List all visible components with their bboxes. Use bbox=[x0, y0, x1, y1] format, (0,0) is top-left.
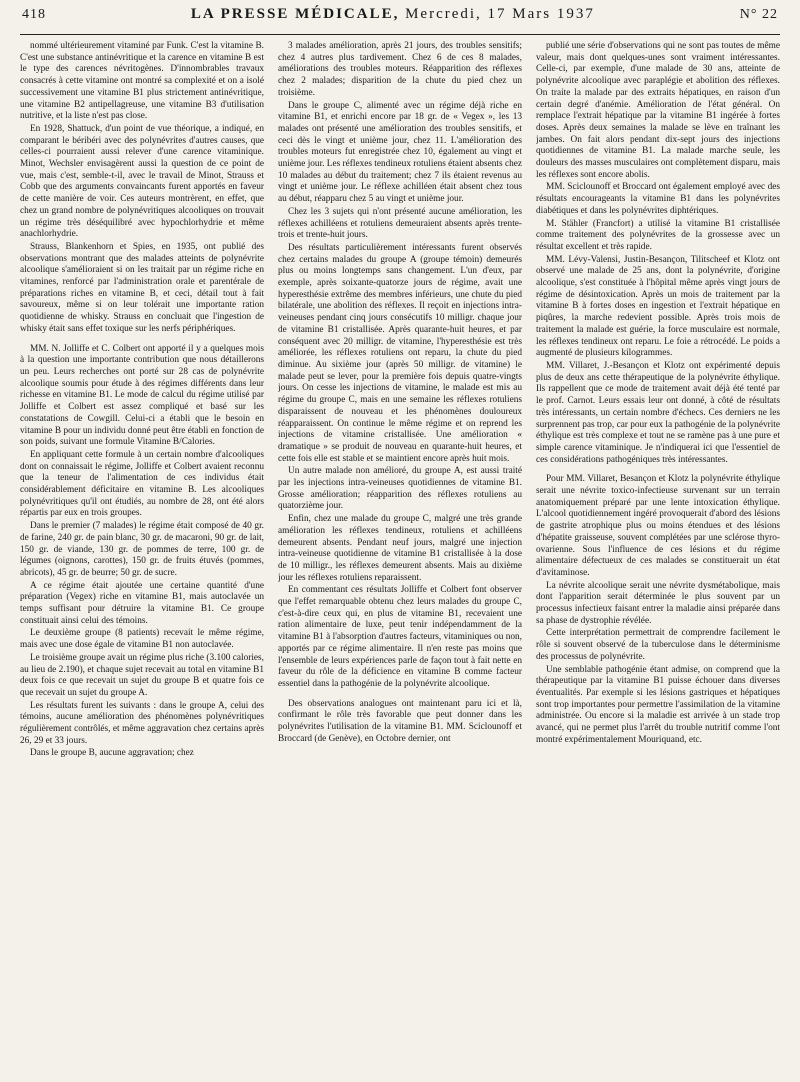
paragraph: Enfin, chez une malade du groupe C, malgré une très grande amélioration les réflexes tendineux, rotuliens et achilléens demeurent absents. Pendant neuf jours, malgré une injection intra-veineuse quotidienne de vitamine B1 cristallisée à la dose de 10 milligr., les réflexes demeurent absents. Mais au dixième jour les réflexes rotuliens reparaissent. bbox=[278, 514, 522, 583]
text-column-3 bbox=[536, 41, 780, 1076]
paragraph: MM. Sciclounoff et Broccard ont également employé avec des résultats encourageants la vitamine B1 dans les polynévrites diabétiques et dans les polynévrites diphtériques. bbox=[536, 182, 780, 216]
journal-title: LA PRESSE MÉDICALE, bbox=[190, 6, 400, 22]
paragraph: MM. Lévy-Valensi, Justin-Besançon, Tilitscheef et Klotz ont observé une malade de 25 ans, dont la polynévrite, d'origine alcoolique, s'est constituée à l'hôpital même après vingt jours de régime de désintoxication. Après un mois de traitement par la vitamine B à fortes doses en ingestion et l'extrait hépatique en piqûres, la marche redevient possible. Après trois mois de traitement la malade est guérie, la force musculaire est normale, les réflexes tendineux ont reparu. Le foie a rétrocédé. Le poids a augmenté de plusieurs kilogrammes. bbox=[536, 254, 780, 359]
issue-number: N° 22 bbox=[739, 7, 778, 22]
paragraph: A ce régime était ajoutée une certaine quantité d'une préparation (Vegex) riche en vitamine B1, mais autoclavée un temps suffisant pour détruire la vitamine B1. Ce groupe constituait ainsi celui des témoins. bbox=[20, 580, 264, 626]
paragraph: Le deuxième groupe (8 patients) recevait le même régime, mais avec une dose égale de vitamine B1 non autoclavée. bbox=[20, 628, 264, 651]
paragraph: Pour MM. Villaret, Besançon et Klotz la polynévrite éthylique serait une névrite toxico-infectieuse survenant sur un terrain anatomiquement préparé par une lente intoxication éthylique. L'alcool quotidiennement ingéré provoquerait d'abord des lésions de gastrite atrophique plus ou moins étendues et des lésions d'hépatite graisseuse, souvent complétées par une sclérose thyro-ovarienne. Sous l'influence de ces lésions et du régime alimentaire défectueux de ces malades se constituerait un état d'avitaminose. bbox=[536, 474, 780, 578]
journal-masthead bbox=[191, 6, 595, 23]
paragraph: Des observations analogues ont maintenant paru ici et là, confirmant le rôle très favorable que peut donner dans les polynévrites l'utilisation de la vitamine B1. MM. Sciclounoff et Broccard (de Genève), en Octobre dernier, ont bbox=[278, 698, 522, 744]
text-column-2 bbox=[278, 41, 522, 1076]
paragraph: publié une série d'observations qui ne sont pas toutes de même valeur, mais dont quelques-unes sont vraiment intéressantes. Celle-ci, par exemple, d'une malade de 30 ans, atteinte de polynévrite alcoolique avec paraplégie et abolition des réflexes. On traite la malade par des extraits hépatiques, en raison d'un certain degré d'anémie. Amélioration de l'état général. On remplace l'extrait hépatique par la vitamine B1 ingérée à fortes doses. Après deux semaines la malade se lève en traînant les jambes. On fait alors pendant dix-sept jours des injections quotidiennes de vitamine B1. La malade marche seule, les douleurs des masses musculaires ont complètement disparu, mais les réflexes sont encore abolis. bbox=[536, 41, 780, 180]
paragraph: MM. Villaret, J.-Besançon et Klotz ont expérimenté depuis plus de deux ans cette thérapeutique de la polynévrite éthylique. Ils rappellent que ce mode de traitement avait déjà été tenté par le prof. Carnot. Leurs essais leur ont donné, à côté de résultats très intéressants, un certain nombre d'échecs. Ces derniers ne les surprennent pas trop, car pour eux la pathogénie de la polynévrite éthylique est très complexe et tout ne se ramène pas à une pure et simple carence vitaminique. Je n'indiquerai ici que l'essentiel de ces considérations pathogéniques très intéressantes. bbox=[536, 360, 780, 465]
paragraph: En appliquant cette formule à un certain nombre d'alcooliques dont on connaissait le régime, Jolliffe et Colbert avaient reconnu que la teneur de l'alimentation de ces individus était considérablement déficitaire en vitamine B. Les alcooliques polynévritiques qu'il ont étudiés, au nombre de 28, ont été alors répartis par eux en trois groupes. bbox=[20, 449, 264, 519]
paragraph: Dans le premier (7 malades) le régime était composé de 40 gr. de farine, 240 gr. de pain blanc, 30 gr. de macaroni, 90 gr. de lait, 150 gr. de viande, 130 gr. de pommes de terre, 100 gr. de légumes (oignons, carottes), 150 gr. de fruits étuvés (pommes, abricots), 45 gr. de beurre; 50 gr. de sucre. bbox=[20, 521, 264, 578]
paragraph: Les résultats furent les suivants : dans le groupe A, celui des témoins, aucune amélioration des phénomènes polynévritiques régulièrement contrôlés, et même aggravation chez certains après 26, 29 et 33 jours. bbox=[20, 700, 264, 746]
page-header bbox=[20, 6, 780, 35]
paragraph: 3 malades amélioration, après 21 jours, des troubles sensitifs; chez 4 autres plus tardivement. Chez 6 de ces 8 malades, améliorations des troubles moteurs. Réapparition des réflexes chez 2 malades; disparition de la chute du pied chez un troisième. bbox=[278, 41, 522, 98]
paragraph: Strauss, Blankenhorn et Spies, en 1935, ont publié des observations montrant que des malades atteints de polynévrite alcoolique s'amélioraient si on les traitait par un régime riche en vitamines, renforcé par l'administration orale et parentérale de préparations riches en vitamine B, et ceci, détail tout à fait savoureux, même si on leur tolérait une importante ration quotidienne de whisky. Strauss en concluait que l'ingestion de whisky était sans effet toxique sur les nerfs périphériques. bbox=[20, 241, 264, 334]
issue-date: Mercredi, 17 Mars 1937 bbox=[405, 6, 595, 22]
paragraph: Chez les 3 sujets qui n'ont présenté aucune amélioration, les réflexes achilléens et rotuliens demeuraient absents après trente-trois et trente-huit jours. bbox=[278, 206, 522, 241]
paragraph: Dans le groupe B, aucune aggravation; chez bbox=[30, 748, 194, 759]
paragraph: Dans le groupe C, alimenté avec un régime déjà riche en vitamine B1, et enrichi encore par 18 gr. de « Vegex », les 13 malades ont présenté une amélioration des troubles sensitifs, et ceci dès le vingt et unième jour, chez 11. L'amélioration des troubles moteurs fut enregistrée chez 10, également au vingt et unième jour. Les réflexes tendineux rotuliens étaient absents chez 10 malades au début du traitement; chez 7 ils étaient revenus au vingt et unième jour. Le réflexe achilléen était absent chez tous au début, réapparu chez 5 au vingt et unième jour. bbox=[278, 100, 522, 205]
paragraph: M. Stähler (Francfort) a utilisé la vitamine B1 cristallisée comme traitement des polynévrites de la grossesse avec un résultat excellent et très rapide. bbox=[536, 218, 780, 252]
paragraph: MM. N. Jolliffe et C. Colbert ont apporté il y a quelques mois à la question une importante contribution que nous détaillerons un peu. Leurs recherches ont porté sur 28 cas de polynévrite alcoolique soumis pour étude à des régimes différents dans leur richesse en vitamine B1. Le mode de calcul du régime utilisé par Jolliffe et Colbert est assez compliqué et basé sur les constatations de Cowgill. Celui-ci a établi que le besoin en vitamine B pour un individu donné peut être établi en fonction de son poids, suivant une formule Vitamine B/Calories. bbox=[20, 343, 264, 448]
page-number: 418 bbox=[22, 7, 46, 22]
paragraph: Cette interprétation permettrait de comprendre facilement le rôle si souvent observé de la tuberculose dans le déterminisme des processus de polynévrite. bbox=[536, 628, 780, 662]
paragraph: Une semblable pathogénie étant admise, on comprend que la thérapeutique par la vitamine B1 puisse échouer dans diverses éventualités. Par exemple si les lésions gastriques et hépatiques sont trop importantes pour permettre l'assimilation de la vitamine administrée. Ou encore si la maladie est arrivée à un stade trop avancé, qui ne permet plus l'arrêt du trouble nutritif comme l'ont montré expérimentalement Mouriquand, etc. bbox=[536, 664, 780, 745]
paragraph: nommé ultérieurement vitaminé par Funk. C'est la vitamine B. C'est une substance antinévritique et la carence en vitamine B est le type des carences névritogènes. D'innombrables travaux consacrés à cette vitamine ont montré sa complexité et on a isolé successivement une vitamine B1 plus strictement antinévritique, une vitamine B2 antipellagreuse, une vitamine B3 d'utilisation nutritive, et la liste n'est pas close. bbox=[20, 41, 264, 122]
paragraph: En commentant ces résultats Jolliffe et Colbert font observer que l'effet remarquable obtenu chez leurs malades du groupe C, c'est-à-dire ceux qui, en plus de vitamine B1, recevaient une ration alimentaire de luxe, peut tenir indépendamment de la vitamine B1 à l'absorption d'autres facteurs, vitaminiques ou non, apportés par ce régime alimentaire. Il n'en reste pas moins que l'ensemble de leurs expériences parle de façon tout à fait nette en faveur du rôle de la déficience en vitamine B comme facteur essentiel dans la pathogénie de la polynévrite alcoolique. bbox=[278, 585, 522, 689]
paragraph: En 1928, Shattuck, d'un point de vue théorique, a indiqué, en comparant le béribéri avec des polynévrites d'autres causes, que celles-ci pourraient aussi relever d'une carence vitaminique. Minot, Wechsler envisagèrent aussi la question de ce point de vue, mais c'est, semble-t-il, avec le travail de Minot, Strauss et Cobb que des arguments convaincants furent apportés en faveur de cette manière de voir. Ces auteurs montrèrent, en effet, que chez un grand nombre de polynévritiques alcooliques on trouvait un régime très déséquilibré avec hypochlorhydrie et même anachlorhydrie. bbox=[20, 123, 264, 240]
paragraph: Un autre malade non amélioré, du groupe A, est aussi traité par les injections intra-veineuses quotidiennes de vitamine B1. Grosse amélioration; réapparition des réflexes rotuliens au quatorzième jour. bbox=[278, 466, 522, 512]
paragraph: La névrite alcoolique serait une névrite dysmétabolique, mais dont l'apparition serait déterminée le plus souvent par un processus infectieux faisant entrer la maladie ainsi préparée dans sa phase de dystrophie révélée. bbox=[536, 580, 780, 626]
paragraph: Des résultats particulièrement intéressants furent observés chez certains malades du groupe A (groupe témoin) demeurés plus ou moins longtemps sans changement. L'un d'eux, par exemple, après soixante-quatorze jours de régime, avait une hyperesthésie extrême des membres inférieurs, une chute du pied bilatérale, une abolition des réflexes. Il reçoit en injections intra-veineuses pendant cinq jours consécutifs 10 milligr. chaque jour de vitamine B1 cristallisée. Après quarante-huit heures, et par conséquent avec 20 milligr. de vitamine, l'hyperesthésie est très améliorée, les réflexes rotuliens ont reparu, la chute du pied diminue. Au sixième jour (après 50 milligr. de vitamine) le malade peut se lever, pour la première fois depuis quatre-vingts jours. On cesse les injections de vitamine, le malade est mis au régime du groupe C, mais en une semaine les réflexes rotuliens disparaissent de nouveau et les phénomènes douloureux réapparaissent. On continue le même régime et on reprend les injections de vitamine cristallisée. Une amélioration « dramatique » se produit de nouveau en quarante-huit heures, et cette fois elle est stable et se maintient encore après huit mois. bbox=[278, 242, 522, 464]
paragraph: Le troisième groupe avait un régime plus riche (3.100 calories, au lieu de 2.190), et chaque sujet recevait au total en vitamine B1 deux fois ce que recevait un sujet du groupe B et quatre fois ce que recevait un sujet du groupe A. bbox=[20, 652, 264, 698]
text-column-1 bbox=[20, 41, 264, 1076]
article-columns bbox=[20, 41, 780, 1076]
